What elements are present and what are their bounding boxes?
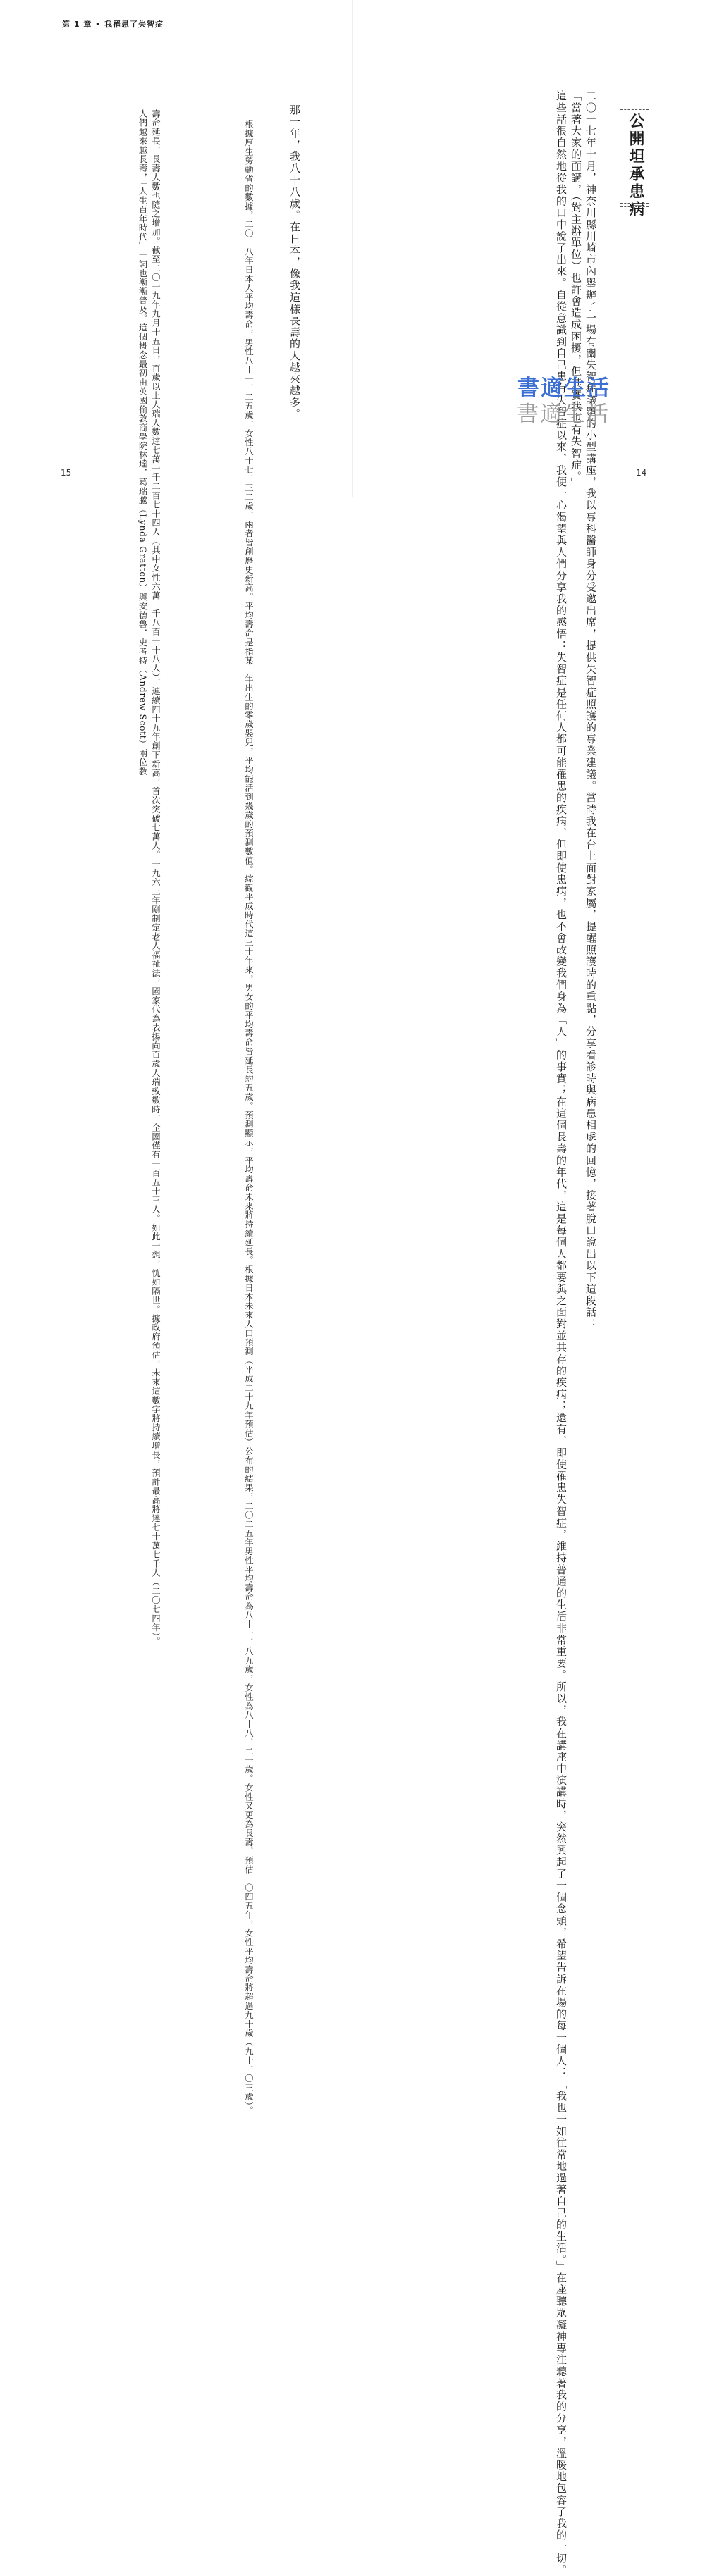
watermark-gray: 書適生活 — [517, 402, 610, 427]
page-number-left: 15 — [61, 468, 72, 478]
watermark-blue: 書適生活 — [517, 376, 611, 401]
paragraph: 「當著大家的面講，（對主辦單位）也許會造成困擾，但其實我也有失智症。」 — [570, 90, 582, 489]
paragraph: 二〇一七年十月，神奈川縣川崎市內舉辦了一場有關失智症議題的小型講座，我以專科醫師身分受邀出席，提供失智症照護的專業建議。當時我在台上面對家屬，提醒照護時的重點，分享看診時與病患相處的回憶，接著脫口說出以下這段話： — [584, 90, 597, 1330]
section-title: 公開坦承患病 — [627, 113, 644, 218]
left-page-intro: 那一年，我八十八歲。在日本，像我這樣長壽的人越來越多。 — [288, 104, 301, 421]
paragraph: 人們越來越長壽，「人生百年時代」一詞也漸漸普及。這個概念最初由英國倫敦商學院林達．葛瑞騰（Lynda Gratton）與安德魯．史考特（Andrew Scott）兩位教 — [137, 109, 148, 776]
left-page-block-1 — [171, 120, 255, 2115]
title-rule-bottom — [620, 203, 649, 207]
book-gutter — [352, 0, 353, 497]
running-head: 第 1 章 • 我罹患了失智症 — [62, 20, 164, 29]
paragraph: 壽命延長，長壽人數也隨之增加。截至二〇一九年九月十五日，百歲以上人瑞人數達七萬一千二百七十四人（其中女性六萬二千八百一十八人），連續四十九年創下新高，首次突破七萬人。一九六三年剛制定老人福祉法，國家代為表揚向百歲人瑞致敬時，全國僅有一百五十三人。如此一想，恍如隔世。據政府預估，未來這數字將持續增長，預計最高將達七十萬七千人（二〇七四年）。 — [151, 109, 161, 1646]
page-number-right: 14 — [636, 468, 647, 478]
paragraph: 根據厚生勞動省的數據，二〇一八年日本人平均壽命，男性八十一．二五歲，女性八十七．三二歲，兩者皆創歷史新高。平均壽命是指某一年出生的零歲嬰兒，平均能活到幾歲的預測數值。綜觀平成時代這三十年來，男女的平均壽命皆延長約五歲。預測顯示，平均壽命未來將持續延長。根據日本未來人口預測（平成二十九年預估）公布的結果，二〇二五年男性平均壽命為八十一．八九歲，女性為八十八．二一歲。女性又更為長壽，預估二〇四五年，女性平均壽命將超過九十歲（九十．〇三歲）。 — [244, 120, 254, 2115]
paragraph: 這些話很自然地從我的口中說了出來。自從意識到自己患有失智症以來，我便一心渴望與人們分享我的感悟：失智症是任何人都可能罹患的疾病，但即使患病，也不會改變我們身為「人」的事實；在這個長壽的年代，這是每個人都要與之面對並共存的疾病；還有，即使罹患失智症，維持普通的生活非常重要。所以，我在講座中演講時，突然興起了一個念頭，希望告訴在場的每一個人：「我也一如往常地過著自己的生活。」在座聽眾凝神專注聽著我的分享，溫暖地包容了我的一切。 — [555, 90, 568, 2576]
